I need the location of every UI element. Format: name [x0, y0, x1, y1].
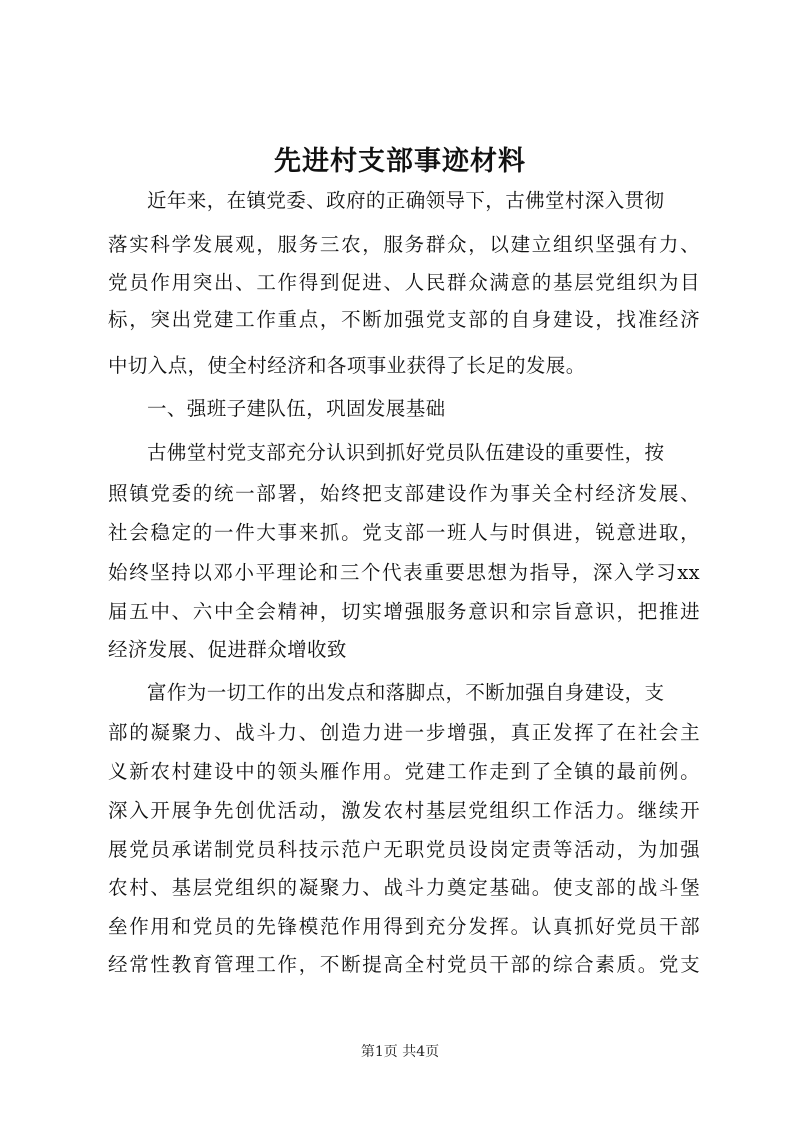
document-title: 先进村支部事迹材料: [274, 146, 526, 177]
paragraph-line: 近年来，在镇党委、政府的正确领导下，古佛堂村深入贯彻: [147, 189, 665, 212]
page-number-footer: 第1页 共4页: [360, 1044, 440, 1060]
paragraph-line: 中切入点，使全村经济和各项事业获得了长足的发展。: [108, 354, 586, 377]
paragraph-line: 部的凝聚力、战斗力、创造力进一步增强，真正发挥了在社会主: [108, 721, 700, 744]
paragraph-line: 展党员承诺制党员科技示范户无职党员设岗定责等活动，为加强: [108, 838, 700, 861]
paragraph-line: 垒作用和党员的先锋模范作用得到充分发挥。认真抓好党员干部: [108, 915, 700, 938]
paragraph-line: 标，突出党建工作重点，不断加强党支部的自身建设，找准经济: [108, 308, 700, 331]
paragraph-line: 落实科学发展观，服务三农，服务群众，以建立组织坚强有力、: [108, 233, 700, 256]
paragraph-line: 农村、基层党组织的凝聚力、战斗力奠定基础。使支部的战斗堡: [108, 876, 700, 899]
paragraph-line: 义新农村建设中的领头雁作用。党建工作走到了全镇的最前例。: [108, 760, 700, 783]
paragraph-line: 社会稳定的一件大事来抓。党支部一班人与时俱进，锐意进取，: [108, 521, 700, 544]
paragraph-line: 经常性教育管理工作，不断提高全村党员干部的综合素质。党支: [108, 953, 700, 976]
paragraph-line: 照镇党委的统一部署，始终把支部建设作为事关全村经济发展、: [108, 482, 700, 505]
paragraph-line: 富作为一切工作的出发点和落脚点，不断加强自身建设，支: [147, 681, 665, 704]
paragraph-line: 经济发展、促进群众增收致: [108, 638, 347, 661]
paragraph-line: 始终坚持以邓小平理论和三个代表重要思想为指导，深入学习xx: [108, 561, 700, 584]
section-heading: 一、强班子建队伍，巩固发展基础: [147, 397, 446, 420]
paragraph-line: 深入开展争先创优活动，激发农村基层党组织工作活力。继续开: [108, 799, 700, 822]
paragraph-line: 古佛堂村党支部充分认识到抓好党员队伍建设的重要性，按: [147, 441, 665, 464]
paragraph-line: 党员作用突出、工作得到促进、人民群众满意的基层党组织为目: [108, 271, 700, 294]
paragraph-line: 届五中、六中全会精神，切实增强服务意识和宗旨意识，把推进: [108, 600, 700, 623]
